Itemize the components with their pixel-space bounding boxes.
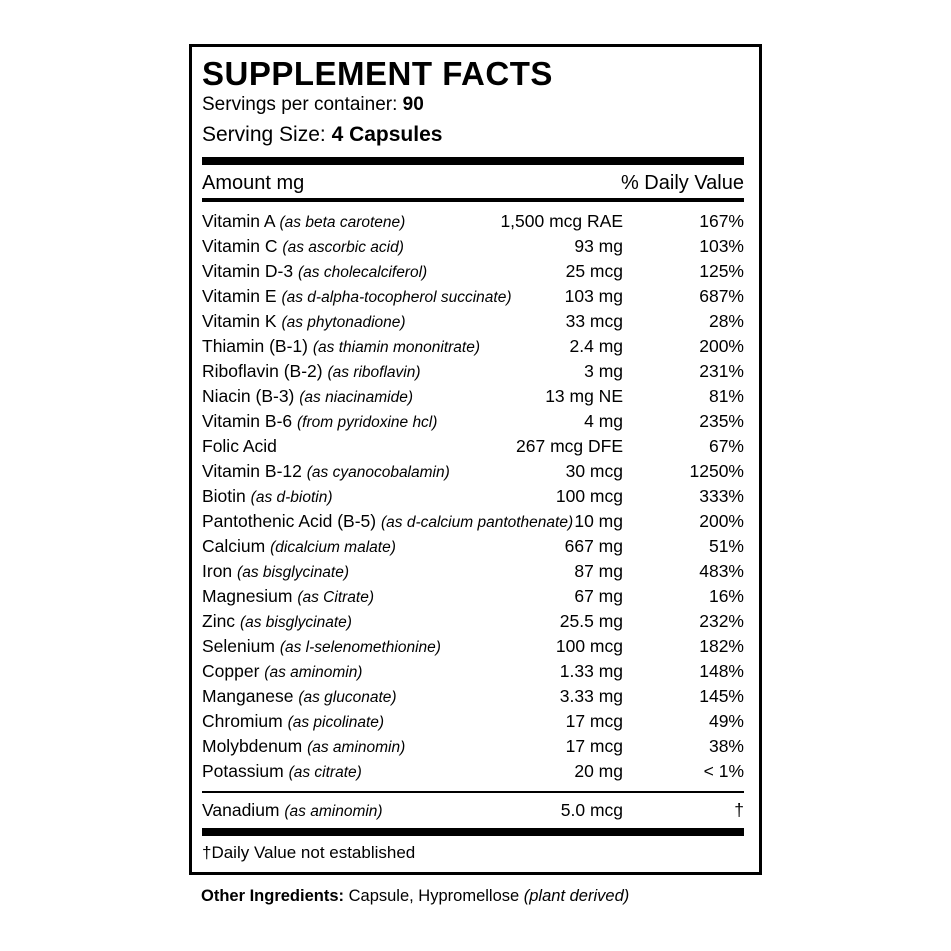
serving-size <box>202 123 442 147</box>
nutrient-name: Riboflavin (B-2) (as riboflavin) <box>202 361 421 381</box>
nutrient-daily-value: 67% <box>708 436 744 456</box>
header-amount: Amount mg <box>202 172 305 194</box>
nutrient-daily-value: 200% <box>699 336 744 356</box>
nutrient-name: Biotin (as d-biotin) <box>202 486 333 506</box>
nutrient-daily-value: 333% <box>699 486 744 506</box>
nutrient-row <box>202 511 744 536</box>
nutrient-row <box>202 311 744 336</box>
nutrient-daily-value: 687% <box>699 286 744 306</box>
divider-thick-top <box>202 157 744 165</box>
nutrient-source: (as cyanocobalamin) <box>306 464 450 481</box>
nutrient-daily-value: 232% <box>699 611 744 631</box>
supplement-facts-panel <box>189 44 762 875</box>
nutrient-amount: 93 mg <box>574 236 623 256</box>
nutrient-row <box>202 286 744 311</box>
nutrient-amount: 10 mg <box>574 511 623 531</box>
nutrient-name: Niacin (B-3) (as niacinamide) <box>202 386 413 406</box>
nutrient-name: Copper (as aminomin) <box>202 661 363 681</box>
nutrient-source: (as beta carotene) <box>279 214 406 231</box>
nutrient-name: Magnesium (as Citrate) <box>202 586 374 606</box>
nutrient-source: (as d-biotin) <box>250 489 333 506</box>
nutrient-amount: 33 mcg <box>565 311 623 331</box>
nutrient-name: Vitamin K (as phytonadione) <box>202 311 406 331</box>
nutrient-daily-value: 167% <box>699 211 744 231</box>
nutrient-name: Chromium (as picolinate) <box>202 711 385 731</box>
nutrient-row <box>202 686 744 711</box>
nutrient-source: (as bisglycinate) <box>237 564 350 581</box>
nutrient-amount: 5.0 mcg <box>560 800 623 820</box>
nutrient-amount: 25.5 mg <box>559 611 623 631</box>
nutrient-daily-value: 200% <box>699 511 744 531</box>
nutrient-daily-value: 483% <box>699 561 744 581</box>
nutrient-amount: 100 mcg <box>555 486 623 506</box>
nutrient-row <box>202 461 744 486</box>
nutrient-source: (as thiamin mononitrate) <box>312 339 480 356</box>
nutrient-amount: 20 mg <box>574 761 623 781</box>
nutrient-amount: 3.33 mg <box>559 686 623 706</box>
nutrient-name: Vitamin B-12 (as cyanocobalamin) <box>202 461 450 481</box>
nutrient-row <box>202 486 744 511</box>
nutrient-name: Vanadium (as aminomin) <box>202 800 383 820</box>
nutrient-daily-value: 103% <box>699 236 744 256</box>
nutrient-daily-value: 16% <box>708 586 744 606</box>
nutrient-name: Potassium (as citrate) <box>202 761 362 781</box>
nutrient-amount: 30 mcg <box>565 461 623 481</box>
nutrient-amount: 1,500 mcg RAE <box>500 211 623 231</box>
nutrient-amount: 13 mg NE <box>545 386 623 406</box>
serving-size-value: 4 Capsules <box>331 123 443 146</box>
nutrient-daily-value: 145% <box>699 686 744 706</box>
servings-label: Servings per container: <box>202 94 403 115</box>
nutrient-daily-value: 81% <box>708 386 744 406</box>
nutrient-source: (as niacinamide) <box>299 389 413 406</box>
nutrient-row <box>202 736 744 761</box>
nutrient-daily-value: 182% <box>699 636 744 656</box>
nutrient-source: (as ascorbic acid) <box>282 239 404 256</box>
nutrient-amount: 17 mcg <box>565 711 623 731</box>
nutrient-source: (as phytonadione) <box>281 314 406 331</box>
nutrient-source: (as cholecalciferol) <box>297 264 428 281</box>
nutrient-row <box>202 261 744 286</box>
panel-title: SUPPLEMENT FACTS <box>202 55 553 92</box>
nutrient-name: Vitamin B-6 (from pyridoxine hcl) <box>202 411 438 431</box>
nutrient-daily-value: 49% <box>708 711 744 731</box>
nutrient-amount: 2.4 mg <box>569 336 623 356</box>
nutrient-source: (as d-alpha-tocopherol succinate) <box>281 289 512 306</box>
nutrient-name: Calcium (dicalcium malate) <box>202 536 396 556</box>
nutrient-source: (as d-calcium pantothenate) <box>381 514 574 531</box>
nutrient-name: Selenium (as l-selenomethionine) <box>202 636 441 656</box>
nutrient-name: Folic Acid <box>202 436 277 456</box>
nutrient-amount: 1.33 mg <box>559 661 623 681</box>
nutrient-name: Molybdenum (as aminomin) <box>202 736 406 756</box>
other-ingredients-note: (plant derived) <box>523 887 630 905</box>
nutrient-amount: 3 mg <box>584 361 623 381</box>
divider-thick-bottom <box>202 828 744 836</box>
nutrient-source: (as aminomin) <box>307 739 406 756</box>
nutrient-name: Thiamin (B-1) (as thiamin mononitrate) <box>202 336 480 356</box>
nutrient-source: (as gluconate) <box>298 689 397 706</box>
nutrient-list <box>202 211 744 786</box>
nutrient-amount: 100 mcg <box>555 636 623 656</box>
nutrient-name: Pantothenic Acid (B-5) (as d-calcium pantothenate) <box>202 511 574 531</box>
nutrient-amount: 87 mg <box>574 561 623 581</box>
servings-per-container <box>202 94 424 116</box>
nutrient-source: (as bisglycinate) <box>239 614 352 631</box>
nutrient-source: (as aminomin) <box>284 803 383 820</box>
nutrient-row <box>202 236 744 261</box>
nutrient-source: (as aminomin) <box>264 664 363 681</box>
nutrient-daily-value: 38% <box>708 736 744 756</box>
nutrient-amount: 267 mcg DFE <box>516 436 623 456</box>
nutrient-name: Manganese (as gluconate) <box>202 686 397 706</box>
nutrient-daily-value: † <box>734 800 744 820</box>
nutrient-source: (as citrate) <box>288 764 362 781</box>
nutrient-row <box>202 361 744 386</box>
nutrient-name: Vitamin A (as beta carotene) <box>202 211 406 231</box>
nutrient-source: (dicalcium malate) <box>270 539 396 556</box>
nutrient-daily-value: 148% <box>699 661 744 681</box>
nutrient-name: Vitamin E (as d-alpha-tocopherol succinate) <box>202 286 512 306</box>
servings-value: 90 <box>402 94 424 115</box>
other-ingredients-label: Other Ingredients: <box>201 887 345 905</box>
nutrient-row <box>202 711 744 736</box>
header-daily-value: % Daily Value <box>620 172 744 194</box>
nutrient-name: Iron (as bisglycinate) <box>202 561 350 581</box>
nutrient-row <box>202 761 744 786</box>
nutrient-row-vanadium <box>202 800 744 825</box>
nutrient-source: (as riboflavin) <box>327 364 421 381</box>
nutrient-amount: 667 mg <box>564 536 623 556</box>
nutrient-amount: 17 mcg <box>565 736 623 756</box>
nutrient-daily-value: 1250% <box>689 461 744 481</box>
nutrient-amount: 4 mg <box>584 411 623 431</box>
nutrient-daily-value: 51% <box>708 536 744 556</box>
nutrient-row <box>202 636 744 661</box>
other-ingredients-value: Capsule, Hypromellose <box>344 887 524 905</box>
divider-thin <box>202 791 744 793</box>
nutrient-source: (as l-selenomethionine) <box>279 639 441 656</box>
nutrient-row <box>202 661 744 686</box>
nutrient-source: (as picolinate) <box>287 714 385 731</box>
serving-size-label: Serving Size: <box>202 123 332 146</box>
nutrient-row <box>202 336 744 361</box>
nutrient-row <box>202 411 744 436</box>
nutrient-daily-value: 231% <box>699 361 744 381</box>
nutrient-row <box>202 386 744 411</box>
nutrient-row <box>202 536 744 561</box>
footnote: †Daily Value not established <box>202 843 416 862</box>
nutrient-amount: 25 mcg <box>565 261 623 281</box>
nutrient-name: Vitamin D-3 (as cholecalciferol) <box>202 261 428 281</box>
divider-header <box>202 198 744 202</box>
nutrient-amount: 103 mg <box>564 286 623 306</box>
nutrient-daily-value: 28% <box>708 311 744 331</box>
nutrient-source: (as Citrate) <box>297 589 374 606</box>
nutrient-row <box>202 211 744 236</box>
nutrient-row <box>202 561 744 586</box>
nutrient-amount: 67 mg <box>574 586 623 606</box>
nutrient-name: Zinc (as bisglycinate) <box>202 611 352 631</box>
nutrient-row <box>202 436 744 461</box>
other-ingredients <box>201 887 629 906</box>
nutrient-name: Vitamin C (as ascorbic acid) <box>202 236 404 256</box>
nutrient-daily-value: 125% <box>699 261 744 281</box>
nutrient-row <box>202 586 744 611</box>
nutrient-row <box>202 611 744 636</box>
nutrient-daily-value: < 1% <box>703 761 744 781</box>
nutrient-source: (from pyridoxine hcl) <box>297 414 438 431</box>
nutrient-daily-value: 235% <box>699 411 744 431</box>
